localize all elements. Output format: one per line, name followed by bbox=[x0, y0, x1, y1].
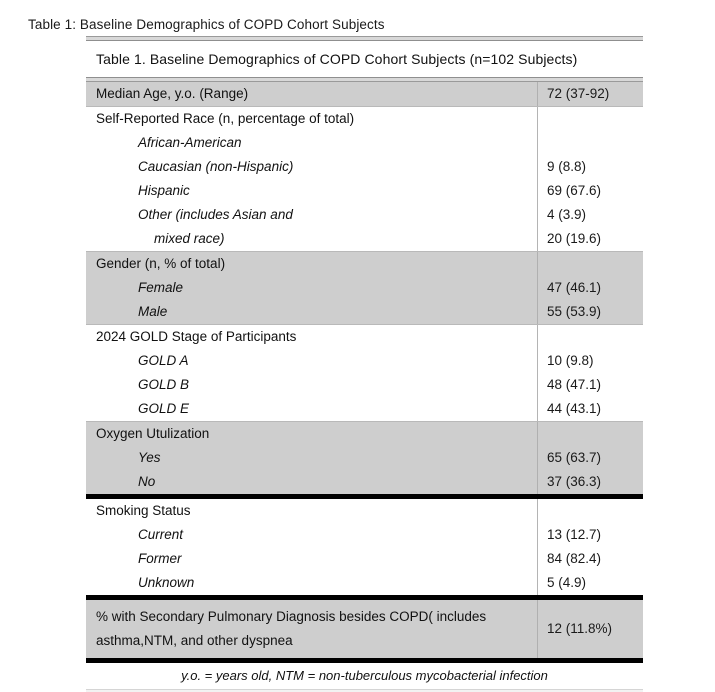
figure-caption: Table 1: Baseline Demographics of COPD Cohort Subjects bbox=[28, 17, 385, 32]
section-label-column bbox=[86, 422, 537, 494]
row-value: 47 (46.1) bbox=[547, 280, 602, 295]
row-label: Yes bbox=[138, 450, 161, 465]
row-label: GOLD E bbox=[138, 401, 190, 416]
row-value: 55 (53.9) bbox=[547, 304, 602, 319]
section-label-column bbox=[86, 325, 537, 421]
section-value-column bbox=[537, 422, 643, 494]
row-label: Current bbox=[138, 527, 184, 542]
section-label-column bbox=[86, 252, 537, 324]
section-heading-value: 12 (11.8%) bbox=[547, 621, 613, 636]
row-label: Female bbox=[138, 280, 184, 295]
row-value: 37 (36.3) bbox=[547, 474, 602, 489]
row-label: GOLD B bbox=[138, 377, 190, 392]
table-section-smoking-status bbox=[86, 499, 643, 595]
row-label: Former bbox=[138, 551, 182, 566]
section-value-column bbox=[537, 499, 643, 595]
section-heading: Oxygen Utulization bbox=[96, 426, 210, 441]
row-value: 5 (4.9) bbox=[547, 575, 587, 590]
section-label-column bbox=[86, 107, 537, 251]
section-heading: Smoking Status bbox=[96, 503, 191, 518]
table-section-gender bbox=[86, 252, 643, 324]
section-value-column bbox=[537, 325, 643, 421]
row-label: GOLD A bbox=[138, 353, 189, 368]
table-section-gold-stage bbox=[86, 325, 643, 421]
section-heading: 2024 GOLD Stage of Participants bbox=[96, 329, 297, 344]
table-title: Table 1. Baseline Demographics of COPD Cohort Subjects (n=102 Subjects) bbox=[96, 51, 578, 67]
row-value: 65 (63.7) bbox=[547, 450, 602, 465]
row-label: Hispanic bbox=[138, 183, 190, 198]
row-label: No bbox=[138, 474, 156, 489]
table-section-oxygen-utilization bbox=[86, 422, 643, 494]
row-label: Unknown bbox=[138, 575, 195, 590]
section-heading-value: 72 (37-92) bbox=[547, 86, 610, 101]
section-value-column bbox=[537, 600, 643, 658]
table-footnote: y.o. = years old, NTM = non-tuberculous mycobacterial infection bbox=[181, 668, 548, 683]
row-label: African-American bbox=[138, 135, 242, 150]
table-section-race bbox=[86, 107, 643, 251]
section-label-column bbox=[86, 82, 537, 106]
row-value: 20 (19.6) bbox=[547, 231, 602, 246]
section-label-column bbox=[86, 600, 537, 658]
section-heading: % with Secondary Pulmonary Diagnosis besides COPD( includes asthma,NTM, and other dyspnea bbox=[96, 609, 487, 648]
row-value: 84 (82.4) bbox=[547, 551, 602, 566]
section-value-column bbox=[537, 107, 643, 251]
row-value: 44 (43.1) bbox=[547, 401, 602, 416]
section-heading: Gender (n, % of total) bbox=[96, 256, 226, 271]
table-section-secondary-diagnosis bbox=[86, 600, 643, 658]
section-heading: Median Age, y.o. (Range) bbox=[96, 86, 249, 101]
demographics-table bbox=[86, 36, 643, 692]
row-label: Other (includes Asian and bbox=[138, 207, 293, 222]
row-value: 48 (47.1) bbox=[547, 377, 602, 392]
row-value: 9 (8.8) bbox=[547, 159, 587, 174]
section-heading: Self-Reported Race (n, percentage of total) bbox=[96, 111, 355, 126]
row-label: Caucasian (non-Hispanic) bbox=[138, 159, 294, 174]
section-value-column bbox=[537, 252, 643, 324]
section-label-column bbox=[86, 499, 537, 595]
row-value: 10 (9.8) bbox=[547, 353, 594, 368]
row-value: 13 (12.7) bbox=[547, 527, 602, 542]
row-value: 69 (67.6) bbox=[547, 183, 602, 198]
table-section-median-age bbox=[86, 82, 643, 106]
row-value: 4 (3.9) bbox=[547, 207, 587, 222]
row-label: Male bbox=[138, 304, 168, 319]
section-value-column bbox=[537, 82, 643, 106]
row-label: mixed race) bbox=[154, 231, 225, 246]
